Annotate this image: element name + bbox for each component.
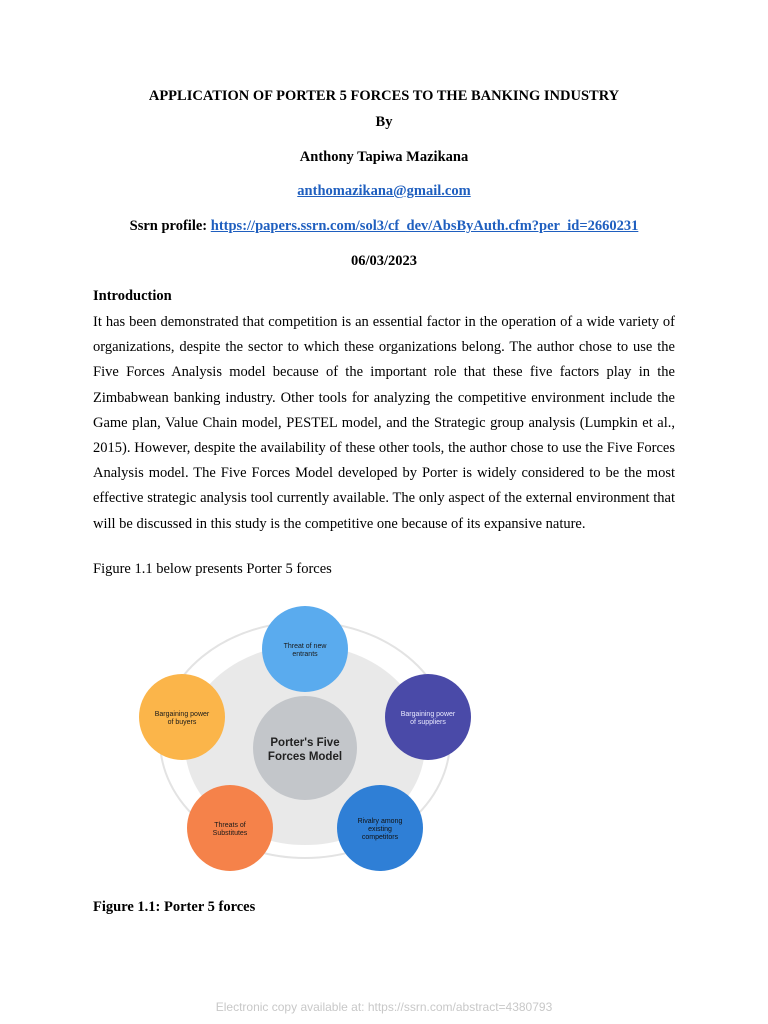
introduction-paragraph: It has been demonstrated that competition is an essential factor in the operation of a wide variety of organizations, despite the sector to which these organizations belong. The author chose to use the Five Forces Analysis model because of the important role that these five factors play in the Zimbabwean banking industry. Other tools for analyzing the competitive environment include the Game plan, Value Chain model, PESTEL model, and the Strategic group analysis (Lumpkin et al., 2015). However, despite the availability of these other tools, the author chose to use the Five Forces Analysis model. The Five Forces Model developed by Porter is widely considered to be the most effective strategic analysis tool currently available. The only aspect of the external environment that will be discussed in this study is the competitive one because of its expansive nature.: [93, 314, 675, 532]
force-label: entrants: [292, 651, 318, 658]
author-email-link[interactable]: anthomazikana@gmail.com: [297, 183, 471, 199]
ssrn-profile-link[interactable]: https://papers.ssrn.com/sol3/cf_dev/AbsByAuth.cfm?per_id=2660231: [210, 218, 639, 234]
center-label-line2: Forces Model: [267, 751, 343, 763]
paper-date: 06/03/2023: [350, 253, 418, 269]
force-label: Rivalry among: [357, 818, 403, 825]
section-heading-introduction: Introduction: [93, 288, 172, 304]
author-name: Anthony Tapiwa Mazikana: [299, 149, 469, 165]
ssrn-profile-line: [0, 218, 768, 235]
by-line: By: [375, 114, 393, 130]
force-label: competitors: [361, 834, 399, 841]
force-label: of buyers: [167, 719, 197, 726]
figure-caption: Figure 1.1: Porter 5 forces: [93, 899, 256, 915]
force-label: of suppliers: [410, 719, 446, 726]
center-label-line1: Porter's Five: [270, 737, 340, 749]
force-label: Substitutes: [212, 830, 248, 837]
ssrn-label: Ssrn profile:: [129, 218, 211, 234]
footer-watermark: Electronic copy available at: https://ssrn.com/abstract=4380793: [215, 1000, 553, 1014]
force-label: existing: [368, 826, 392, 833]
porter-five-forces-diagram: [130, 605, 480, 875]
paper-title: APPLICATION OF PORTER 5 FORCES TO THE BANKING INDUSTRY: [148, 88, 620, 104]
force-label: Threat of new: [283, 643, 327, 650]
force-label: Threats of: [214, 822, 246, 829]
author-email-line: [0, 183, 768, 200]
force-label: Bargaining power: [400, 711, 456, 718]
figure-intro-text: Figure 1.1 below presents Porter 5 forces: [93, 561, 332, 577]
force-label: Bargaining power: [154, 711, 210, 718]
